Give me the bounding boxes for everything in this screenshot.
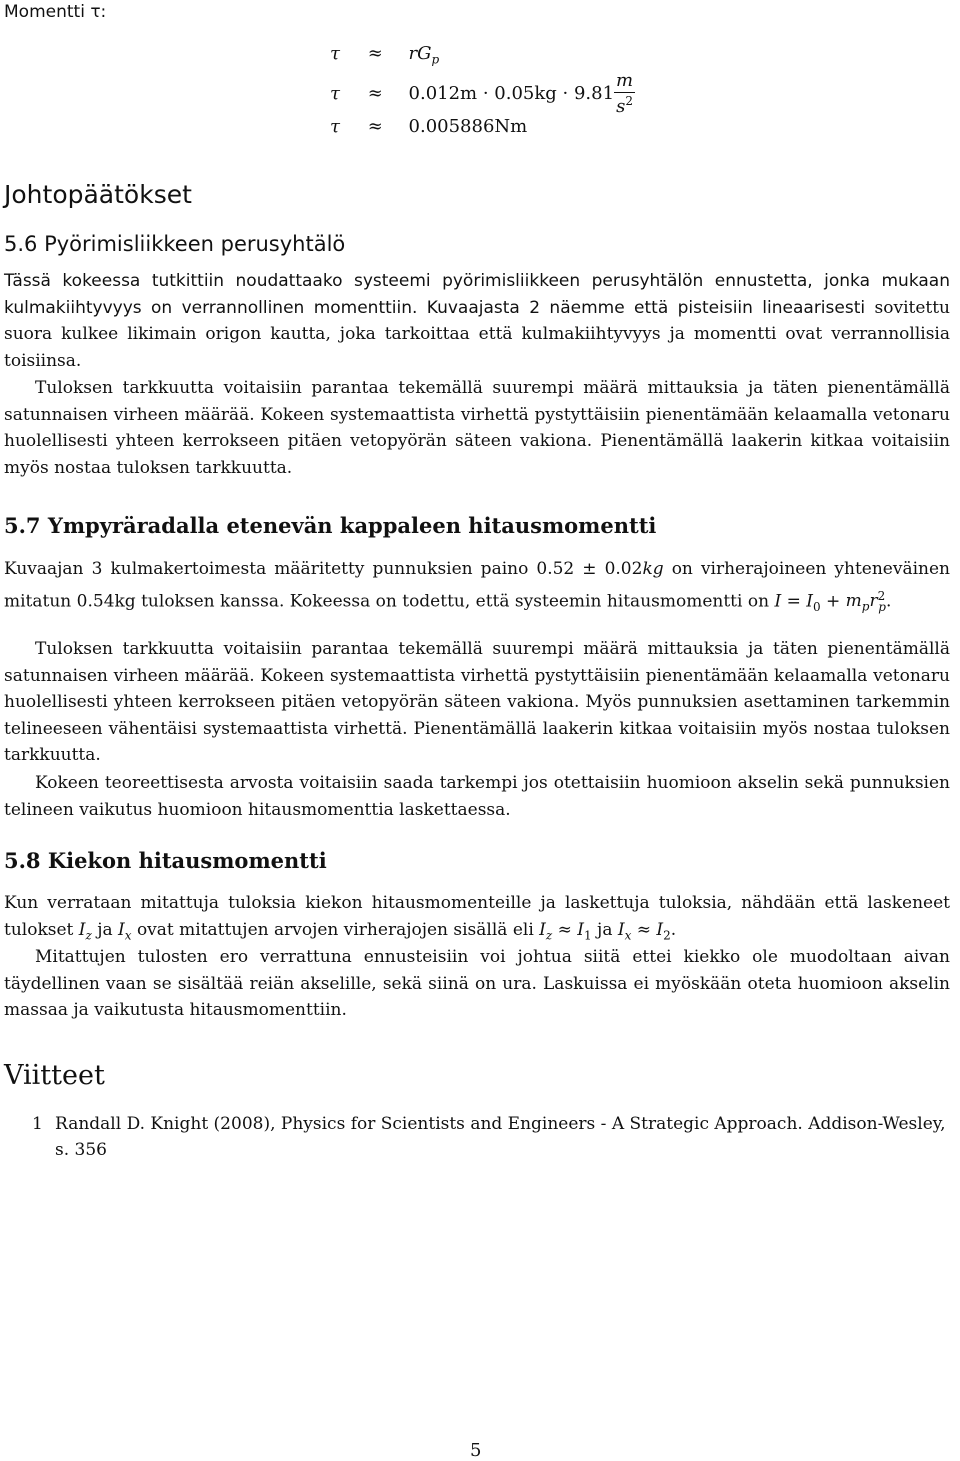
equation-3: τ ≈ 0.005886Nm (330, 116, 528, 137)
section-5-8-paragraph-2: Mitattujen tulosten ero verrattuna ennusteisiin voi johtua siitä ettei kiekko ole muodoltaan aivan täydellinen vaan se sisältää reiän akselille, sekä siinä on ura. Laskuissa ei myöskään oteta huomioon akselin massaa ja vaikutusta hitausmomenttiin. (4, 947, 950, 1020)
unit-fraction: $\frac{m}{s^2}$ (616, 70, 634, 117)
section-5-7-paragraph-3: Kokeen teoreettisesta arvosta voitaisiin saada tarkempi jos otettaisiin huomioon akselin sekä punnuksien telineen vaikutus huomioon hitausmomenttia laskettaessa. (4, 773, 950, 820)
section-5-8-heading: 5.8 Kiekon hitausmomentti (4, 848, 327, 873)
equation-2: τ ≈ 0.012m · 0.05kg · 9.81 $\frac{m}{s^2}$ (330, 70, 634, 117)
section-5-6-heading: 5.6 Pyörimisliikkeen perusyhtälö (4, 232, 346, 256)
reference-number: 1 (32, 1114, 43, 1134)
reference-text: Randall D. Knight (2008), Physics for Scientists and Engineers - A Strategic Approach. Addison-Wesley, s. 356 (55, 1114, 946, 1160)
section-5-8-paragraph-1: Kun verrataan mitattuja tuloksia kiekon hitausmomenteille ja laskettuja tuloksia, nähdään että laskeneet tulokset $I_z$ ja $I_x$ ovat mitattujen arvojen virherajojen sisällä eli $I_z \approx I_1$ ja $I_x \approx I_2$. (4, 893, 950, 942)
equation-1: $\tau \approx rG_p$ (330, 43, 440, 67)
page-number: 5 (470, 1440, 482, 1461)
torque-label: Momentti τ: (4, 2, 107, 22)
references-heading: Viitteet (4, 1060, 105, 1091)
section-5-6-paragraph-1: Tässä kokeessa tutkittiin noudattaako systeemi pyörimisliikkeen perusyhtälön ennustetta, jonka mukaan kulmakiihtyvyys on verrannollinen momenttiin. Kuvaajasta 2 näemme että pisteisiin lineaarisesti sovitettu suora kulkee likimain origon kautta, joka tarkoittaa että kulmakiihtyvyys ja momentti ovat verrannollisia toisiinsa. (4, 271, 951, 371)
conclusions-heading: Johtopäätökset (4, 180, 192, 209)
section-5-7-paragraph-1: Kuvaajan 3 kulmakertoimesta määritetty punnuksien paino 0.52 ± 0.02kg on virherajoineen yhteneväinen mitatun 0.54kg tuloksen kanssa. Kokeessa on todettu, että systeemin hitausmomentti on $I = I_0 + m_pr^2_p$. (4, 559, 950, 614)
section-5-6-paragraph-2: Tuloksen tarkkuutta voitaisiin parantaa tekemällä suurempi määrä mittauksia ja täten pienentämällä satunnaisen virheen määrää. Kokeen systemaattista virhettä pystyttäisiin pienentämään kelaamalla vetonaru huolellisesti yhteen kerrokseen pitäen vetopyörän säteen vakiona. Pienentämällä laakerin kitkaa voitaisiin myös nostaa tuloksen tarkkuutta. (4, 378, 950, 478)
section-5-7-heading: 5.7 Ympyräradalla etenevän kappaleen hitausmomentti (4, 513, 657, 538)
section-5-7-paragraph-2: Tuloksen tarkkuutta voitaisiin parantaa tekemällä suurempi määrä mittauksia ja täten pienentämällä satunnaisen virheen määrää. Kokeen systemaattista virhettä pystyttäisiin pienentämään kelaamalla vetonaru huolellisesti yhteen kerrokseen pitäen vetopyörän säteen vakiona. Myös punnuksien asettaminen tarkemmin telineeseen vähentäisi systemaattista virhettä. Pienentämällä laakerin kitkaa voitaisiin myös nostaa tuloksen tarkkuutta. (4, 639, 950, 765)
